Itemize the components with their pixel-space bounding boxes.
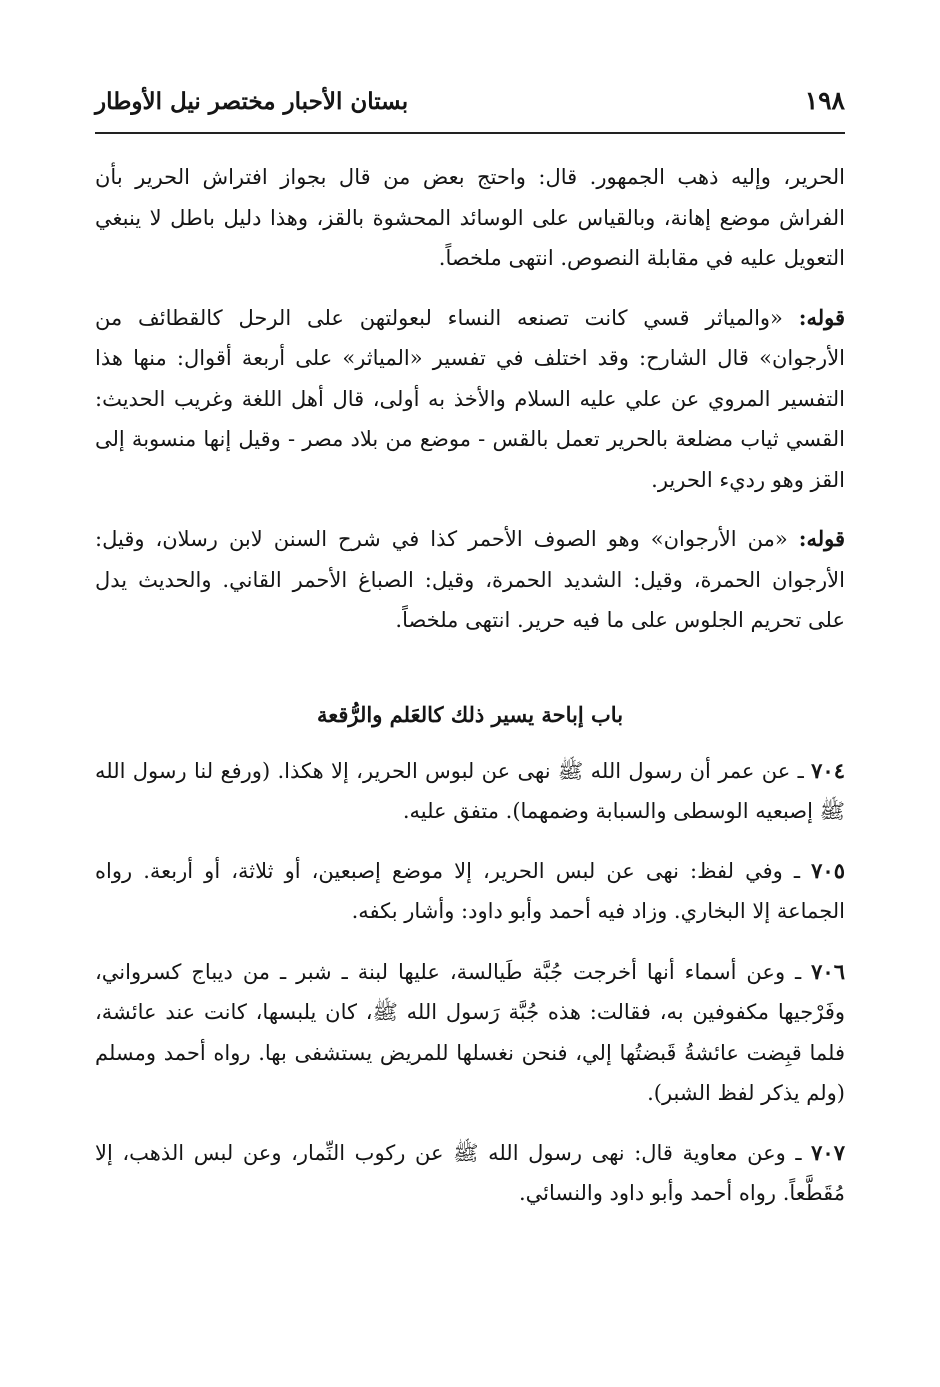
- paragraph-lead: قوله:: [798, 526, 845, 551]
- hadith-number: ٧٠٥: [811, 857, 845, 883]
- section-heading: باب إباحة يسير ذلك كالعَلم والرُّقعة: [316, 701, 624, 727]
- hadith-706: [95, 952, 845, 1114]
- paragraph-lead: قوله:: [798, 304, 845, 330]
- paragraph-continuation: [95, 157, 845, 279]
- paragraph-text: «من الأرجوان» وهو الصوف الأحمر كذا في شرح السنن لابن رسلان، وقيل: الأرجوان الحمرة، وقيل: الشديد الحمرة، وقيل: الصباغ الأحمر القاني. والحديث يدل على تحريم الجلوس على ما فيه حرير. انتهى ملخصاً.: [95, 527, 845, 632]
- hadith-number: ٧٠٦: [811, 958, 845, 984]
- paragraph-commentary-arjuwan: [95, 519, 845, 641]
- hadith-text: ـ عن عمر أن رسول الله ﷺ نهى عن لبوس الحرير، إلا هكذا. (ورفع لنا رسول الله ﷺ إصبعيه الوسطى والسبابة وضمهما). متفق عليه.: [95, 758, 845, 823]
- hadith-text: ـ وفي لفظ: نهى عن لبس الحرير، إلا موضع إصبعين، أو ثلاثة، أو أربعة. رواه الجماعة إلا البخاري. وزاد فيه أحمد وأبو داود: وأشار بكفه.: [95, 858, 845, 923]
- page-body: [95, 157, 845, 1214]
- hadith-704: [95, 751, 845, 832]
- paragraph-commentary-mayathir: [95, 298, 845, 501]
- hadith-number: ٧٠٧: [811, 1139, 845, 1165]
- hadith-707: [95, 1133, 845, 1214]
- page-header: [95, 78, 845, 134]
- hadith-text: ـ وعن أسماء أنها أخرجت جُبَّة طَيالسة، عليها لبنة ـ شبر ـ من ديباج كسرواني، وفَرْجيها مكفوفين به، فقالت: هذه جُبَّة رَسول الله ﷺ، كان يلبسها، كانت عند عائشة، فلما قبِضت عائشةُ قَبضتُها إلي، فنحن نغسلها للمريض يستشفى بها. رواه أحمد ومسلم (ولم يذكر لفظ الشبر).: [95, 959, 845, 1105]
- paragraph-text: الحرير، وإليه ذهب الجمهور. قال: واحتج بعض من قال بجواز افتراش الحرير بأن الفراش موضع إهانة، وبالقياس على الوسائد المحشوة بالقز، وهذا دليل باطل لا ينبغي التعويل عليه في مقابلة النصوص. انتهى ملخصاً.: [95, 165, 845, 270]
- paragraph-text: «والمياثر قسي كانت تصنعه النساء لبعولتهن على الرحل كالقطائف من الأرجوان» قال الشارح: وقد اختلف في تفسير «المياثر» على أربعة أقوال: منها هذا التفسير المروي عن علي عليه السلام والأخذ به أولى، قال أهل اللغة وغريب الحديث: القسي ثياب مضلعة بالحرير تعمل بالقس - موضع من بلاد مصر - وقيل إنها منسوبة إلى القز وهو رديء الحرير.: [95, 305, 845, 492]
- book-page: [95, 78, 845, 1214]
- page-number: ١٩٨: [804, 86, 845, 115]
- hadith-text: ـ وعن معاوية قال: نهى رسول الله ﷺ عن ركوب النِّمار، وعن لبس الذهب، إلا مُقَطَّعاً. رواه أحمد وأبو داود والنسائي.: [95, 1140, 845, 1205]
- hadith-705: [95, 851, 845, 932]
- hadith-number: ٧٠٤: [811, 757, 845, 783]
- running-title: بستان الأحبار مختصر نيل الأوطار: [95, 88, 409, 115]
